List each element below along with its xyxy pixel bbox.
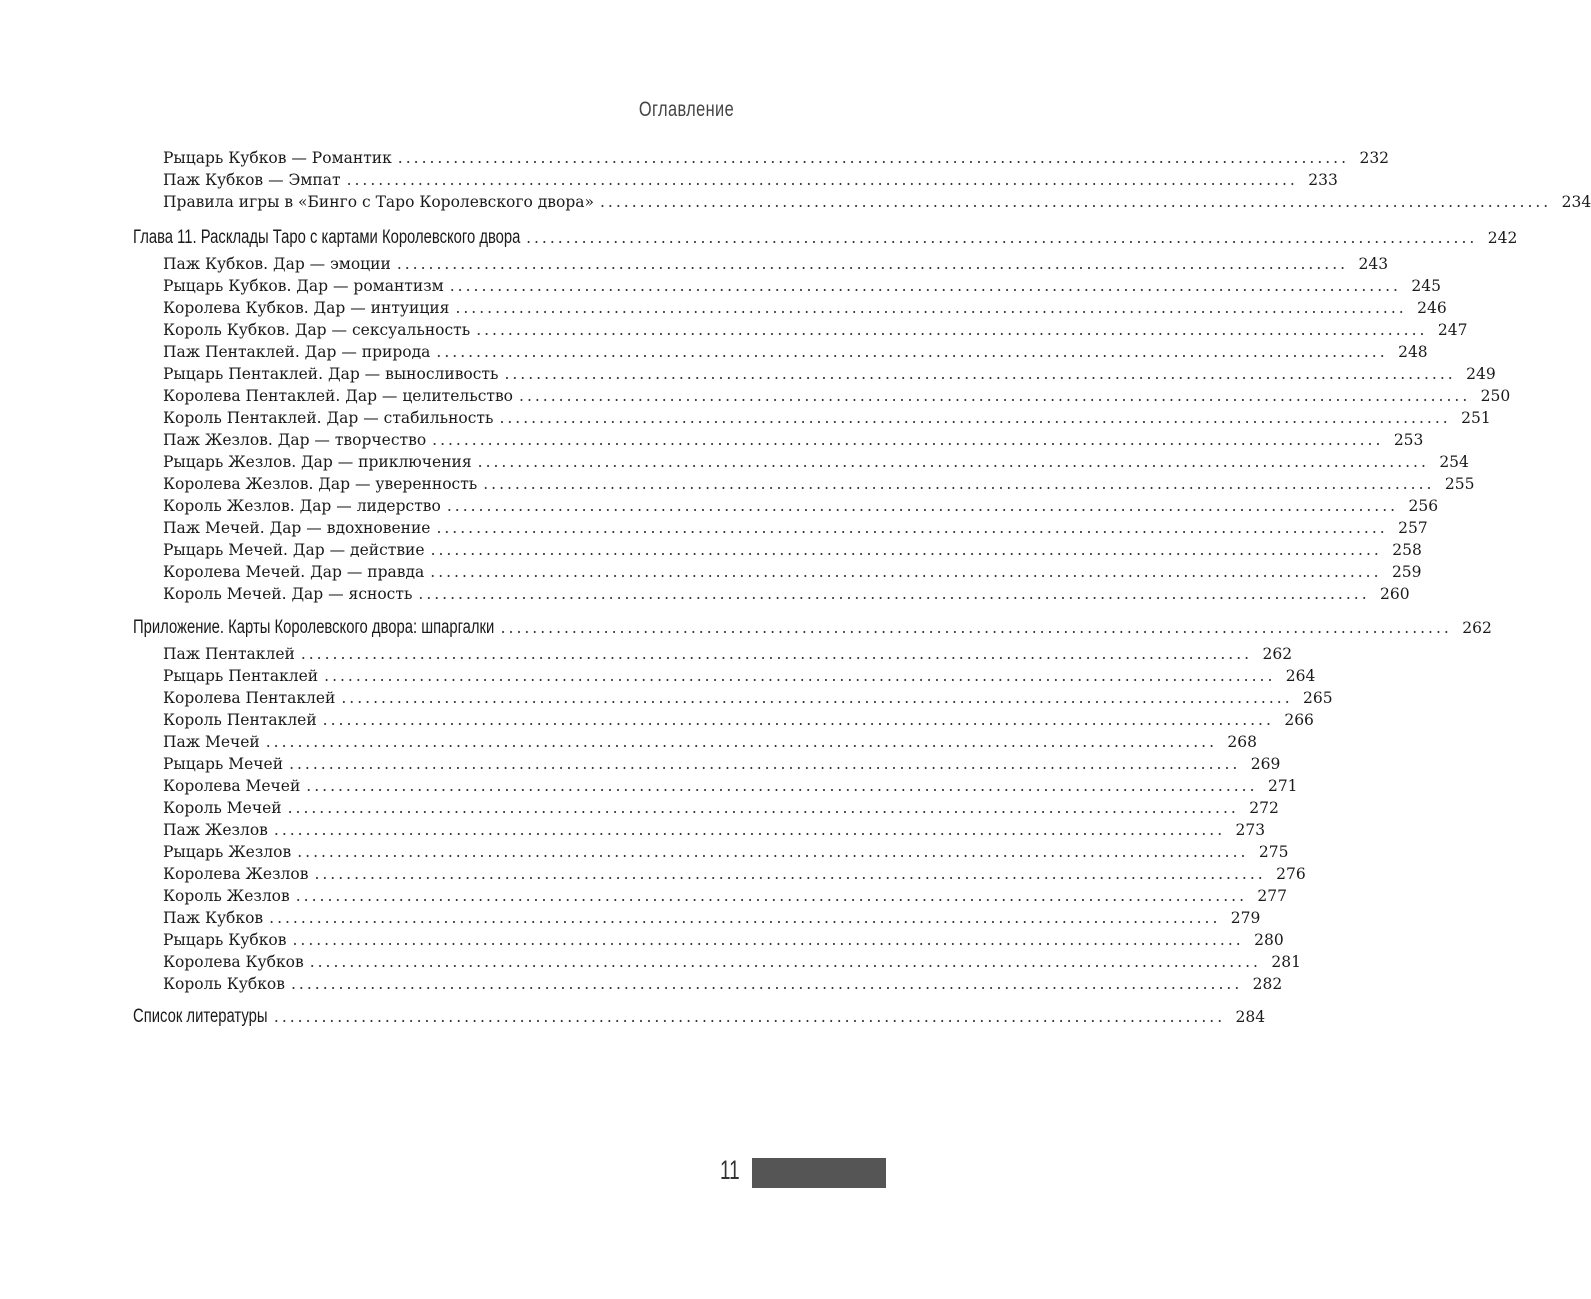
toc-entry-title: Рыцарь Кубков — Романтик: [163, 149, 392, 167]
running-head: Оглавление: [638, 98, 734, 121]
toc-entry-title: Король Мечей: [163, 799, 282, 817]
toc-entry: [163, 430, 1424, 450]
toc-entry-title: Король Пентаклей: [163, 711, 317, 729]
toc-entry: [163, 496, 1439, 516]
toc-entry-page: 260: [1380, 585, 1410, 603]
toc-entry-title: Королева Кубков: [163, 953, 304, 971]
toc-entry: [163, 908, 1261, 928]
toc-entry-title: Паж Кубков. Дар — эмоции: [163, 255, 391, 273]
toc-entry-page: 247: [1437, 321, 1468, 339]
toc-entry-page: 242: [1487, 229, 1518, 247]
toc-entry-page: 256: [1408, 497, 1439, 515]
toc-leader-dots: ........................................................................................................................: [292, 931, 1244, 949]
toc-chapter-entry: [133, 617, 1492, 638]
toc-entry-page: 251: [1461, 409, 1491, 427]
toc-leader-dots: ........................................................................................................................: [418, 585, 1370, 603]
toc-leader-dots: ........................................................................................................................: [346, 171, 1298, 189]
toc-entry-page: 281: [1271, 953, 1301, 971]
toc-leader-dots: ........................................................................................................................: [449, 277, 1401, 295]
toc-entry: [163, 254, 1389, 274]
page-edge-tab: [752, 1158, 886, 1188]
toc-leader-dots: ........................................................................................................................: [309, 953, 1261, 971]
toc-entry-page: 234: [1561, 193, 1591, 211]
toc-entry: [163, 644, 1293, 664]
toc-entry-title: Рыцарь Мечей: [163, 755, 284, 773]
toc-leader-dots: ........................................................................................................................: [289, 755, 1241, 773]
toc-entry-page: 284: [1235, 1008, 1266, 1026]
toc-entry-page: 277: [1257, 887, 1287, 905]
toc-entry: [163, 754, 1281, 774]
toc-chapter-entry: [133, 227, 1518, 248]
toc-leader-dots: ........................................................................................................................: [500, 619, 1452, 637]
toc-leader-dots: ........................................................................................................................: [273, 821, 1226, 839]
toc-leader-dots: ........................................................................................................................: [396, 255, 1349, 273]
toc-entry-page: 265: [1303, 689, 1333, 707]
toc-entry: [163, 584, 1410, 604]
toc-entry-page: 259: [1391, 563, 1422, 581]
toc-entry-page: 272: [1249, 799, 1279, 817]
toc-entry: [163, 298, 1447, 318]
toc-leader-dots: ........................................................................................................................: [287, 799, 1239, 817]
toc-entry: [163, 666, 1316, 686]
toc-leader-dots: ........................................................................................................................: [341, 689, 1293, 707]
toc-entry-title: Король Мечей. Дар — ясность: [163, 585, 413, 603]
toc-entry: [163, 776, 1298, 796]
toc-entry: [163, 386, 1511, 406]
toc-entry-title: Паж Кубков — Эмпат: [163, 171, 341, 189]
toc-leader-dots: ........................................................................................................................: [499, 409, 1451, 427]
toc-entry-page: 233: [1308, 171, 1338, 189]
toc-leader-dots: ........................................................................................................................: [322, 711, 1274, 729]
toc-entry: [163, 192, 1591, 212]
toc-entry: [163, 562, 1422, 582]
toc-entry-title: Король Пентаклей. Дар — стабильность: [163, 409, 494, 427]
toc-leader-dots: ........................................................................................................................: [432, 431, 1384, 449]
toc-entry-title: Рыцарь Кубков: [163, 931, 287, 949]
toc-leader-dots: ........................................................................................................................: [504, 365, 1456, 383]
toc-entry: [163, 930, 1284, 950]
toc-entry-page: 243: [1358, 255, 1389, 273]
toc-entry-page: 268: [1227, 733, 1257, 751]
toc-entry-title: Список литературы: [133, 1006, 268, 1027]
toc-entry-title: Королева Жезлов. Дар — уверенность: [163, 475, 478, 493]
toc-entry-title: Рыцарь Кубков. Дар — романтизм: [163, 277, 444, 295]
toc-entry-page: 266: [1284, 711, 1314, 729]
toc-entry-title: Королева Пентаклей. Дар — целительство: [163, 387, 514, 405]
toc-entry: [163, 320, 1468, 340]
toc-leader-dots: ........................................................................................................................: [273, 1008, 1226, 1026]
toc-entry: [163, 798, 1279, 818]
toc-entry-page: 248: [1398, 343, 1428, 361]
toc-entry-page: 245: [1411, 277, 1441, 295]
toc-leader-dots: ........................................................................................................................: [291, 975, 1243, 993]
toc-entry-title: Паж Жезлов. Дар — творчество: [163, 431, 427, 449]
toc-leader-dots: ........................................................................................................................: [297, 843, 1249, 861]
toc-entry-page: 264: [1285, 667, 1316, 685]
toc-entry-page: 262: [1262, 645, 1293, 663]
toc-entry: [163, 732, 1257, 752]
toc-entry-page: 253: [1393, 431, 1424, 449]
toc-leader-dots: ........................................................................................................................: [269, 909, 1221, 927]
toc-entry-page: 280: [1254, 931, 1284, 949]
page-number: 11: [720, 1155, 740, 1185]
toc-entry-title: Королева Мечей. Дар — правда: [163, 563, 425, 581]
toc-leader-dots: ........................................................................................................................: [324, 667, 1276, 685]
toc-entry-title: Рыцарь Жезлов. Дар — приключения: [163, 453, 472, 471]
toc-entry: [163, 170, 1338, 190]
toc-entry: [163, 364, 1496, 384]
toc-leader-dots: ........................................................................................................................: [314, 865, 1266, 883]
toc-entry-title: Королева Пентаклей: [163, 689, 336, 707]
toc-entry-title: Правила игры в «Бинго с Таро Королевского двора»: [163, 193, 594, 211]
toc-leader-dots: ........................................................................................................................: [446, 497, 1399, 515]
toc-entry: [163, 710, 1314, 730]
toc-entry-page: 262: [1462, 619, 1492, 637]
toc-entry-page: 257: [1398, 519, 1428, 537]
toc-entry-page: 279: [1230, 909, 1261, 927]
toc-entry-title: Рыцарь Жезлов: [163, 843, 292, 861]
toc-entry: [163, 864, 1306, 884]
toc-entry-title: Король Кубков. Дар — сексуальность: [163, 321, 471, 339]
toc-leader-dots: ........................................................................................................................: [599, 193, 1552, 211]
toc-entry-page: 273: [1235, 821, 1266, 839]
toc-entry: [163, 688, 1333, 708]
toc-entry-page: 269: [1250, 755, 1281, 773]
toc-entry: [163, 952, 1301, 972]
toc-entry-page: 282: [1252, 975, 1283, 993]
toc-entry-page: 276: [1276, 865, 1306, 883]
toc-entry-page: 258: [1392, 541, 1422, 559]
toc-entry: [163, 452, 1469, 472]
toc-entry: [163, 474, 1475, 494]
toc-entry-page: 254: [1439, 453, 1469, 471]
toc-entry: [163, 886, 1287, 906]
toc-leader-dots: ........................................................................................................................: [476, 321, 1428, 339]
toc-entry-title: Паж Мечей. Дар — вдохновение: [163, 519, 431, 537]
toc-leader-dots: ........................................................................................................................: [455, 299, 1407, 317]
toc-entry: [163, 342, 1428, 362]
toc-entry-page: 271: [1267, 777, 1298, 795]
toc-entry: [163, 842, 1289, 862]
toc-leader-dots: ........................................................................................................................: [430, 541, 1382, 559]
toc-entry-title: Король Жезлов. Дар — лидерство: [163, 497, 441, 515]
toc-entry-title: Рыцарь Пентаклей: [163, 667, 319, 685]
toc-leader-dots: ........................................................................................................................: [430, 563, 1382, 581]
toc-leader-dots: ........................................................................................................................: [477, 453, 1429, 471]
toc-leader-dots: ........................................................................................................................: [483, 475, 1435, 493]
toc-entry-page: 246: [1417, 299, 1447, 317]
toc-entry: [163, 408, 1491, 428]
toc-leader-dots: ........................................................................................................................: [436, 343, 1388, 361]
toc-leader-dots: ........................................................................................................................: [300, 645, 1253, 663]
toc-entry: [163, 540, 1422, 560]
toc-chapter-entry: [133, 1006, 1266, 1027]
toc-entry-title: Паж Пентаклей: [163, 645, 295, 663]
toc-entry-title: Приложение. Карты Королевского двора: шпаргалки: [133, 617, 495, 638]
toc-entry-page: 249: [1466, 365, 1496, 383]
toc-entry-title: Паж Жезлов: [163, 821, 268, 839]
toc-entry-title: Королева Мечей: [163, 777, 301, 795]
toc-entry-page: 255: [1444, 475, 1475, 493]
toc-entry-title: Королева Кубков. Дар — интуиция: [163, 299, 450, 317]
toc-entry-title: Король Кубков: [163, 975, 285, 993]
toc-leader-dots: ........................................................................................................................: [519, 387, 1471, 405]
toc-leader-dots: ........................................................................................................................: [397, 149, 1350, 167]
toc-entry-page: 250: [1480, 387, 1511, 405]
toc-entry-title: Паж Кубков: [163, 909, 264, 927]
toc-entry: [163, 820, 1266, 840]
toc-entry-title: Королева Жезлов: [163, 865, 309, 883]
toc-entry: [163, 974, 1283, 994]
toc-entry-title: Рыцарь Мечей. Дар — действие: [163, 541, 425, 559]
toc-leader-dots: ........................................................................................................................: [295, 887, 1247, 905]
toc-leader-dots: ........................................................................................................................: [526, 229, 1478, 247]
toc-entry-title: Паж Мечей: [163, 733, 260, 751]
toc-entry-title: Глава 11. Расклады Таро с картами Королевского двора: [133, 227, 521, 248]
toc-entry: [163, 276, 1441, 296]
toc-entry-title: Паж Пентаклей. Дар — природа: [163, 343, 431, 361]
toc-leader-dots: ........................................................................................................................: [436, 519, 1388, 537]
toc-leader-dots: ........................................................................................................................: [265, 733, 1217, 751]
toc-entry-title: Король Жезлов: [163, 887, 290, 905]
toc-leader-dots: ........................................................................................................................: [306, 777, 1258, 795]
toc-entry: [163, 148, 1390, 168]
toc-entry-title: Рыцарь Пентаклей. Дар — выносливость: [163, 365, 499, 383]
toc-entry-page: 232: [1359, 149, 1390, 167]
toc-entry-page: 275: [1258, 843, 1289, 861]
toc-entry: [163, 518, 1428, 538]
